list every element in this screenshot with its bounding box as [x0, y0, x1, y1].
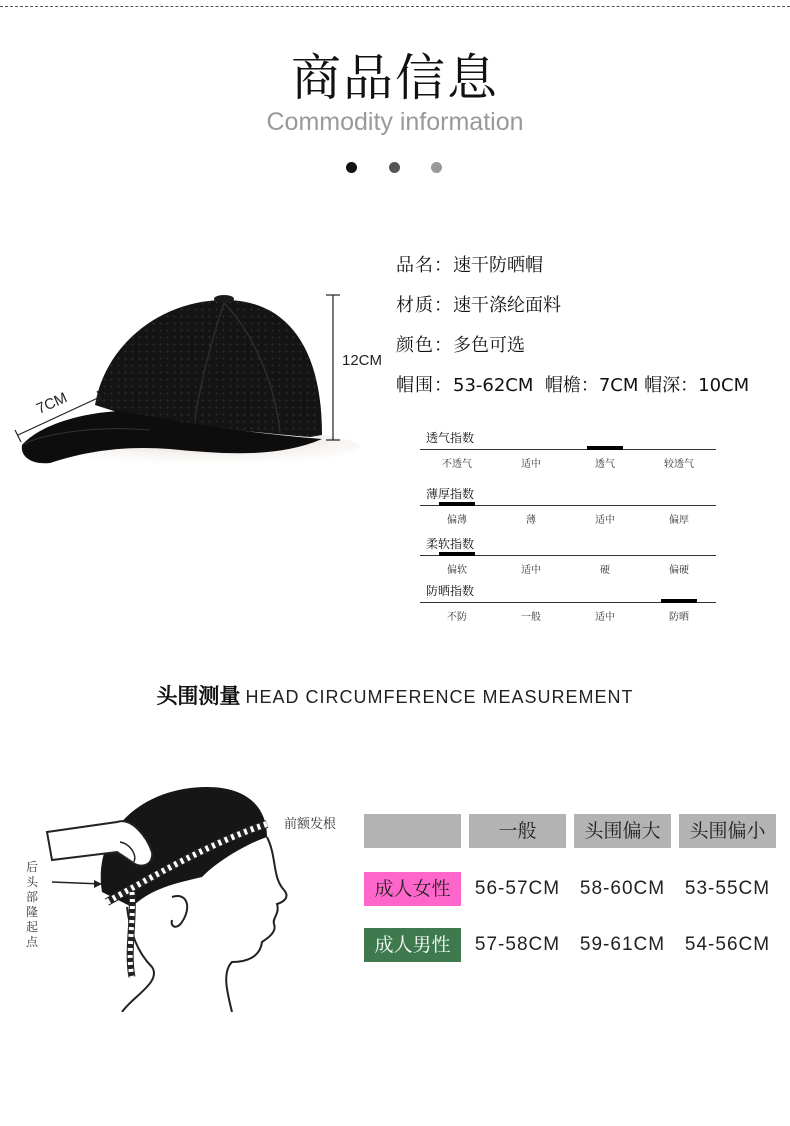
measurement-title-cn: 头围测量: [156, 684, 241, 708]
index-title: 柔软指数: [426, 537, 475, 551]
info-row-size: 帽围：53-62CM 帽檐：7CM 帽深：10CM: [396, 375, 750, 396]
dot-3: [431, 162, 442, 173]
cap-brim-label: 7CM: [33, 389, 70, 418]
table-cell: 53-55CM: [684, 878, 771, 899]
index-option: 薄: [526, 515, 536, 526]
index-option: 较透气: [664, 459, 694, 470]
dot-1: [346, 162, 357, 173]
index-title: 防晒指数: [426, 584, 475, 598]
index-marker: [587, 446, 623, 450]
index-option: 偏软: [447, 565, 467, 576]
baseball-cap-image: [10, 285, 390, 495]
index-thickness: [420, 485, 716, 529]
measurement-title: [0, 680, 790, 710]
decorative-dots: [346, 162, 446, 174]
table-header-normal: 一般: [469, 814, 566, 848]
index-option: 不透气: [442, 459, 472, 470]
info-row-color: 颜色：多色可选: [396, 335, 525, 356]
index-title: 透气指数: [426, 431, 475, 445]
forehead-hairline-label: 前额发根: [284, 817, 337, 832]
index-option: 偏厚: [669, 515, 689, 526]
index-option: 适中: [595, 515, 615, 526]
top-dashed-divider: [0, 6, 790, 7]
index-option: 不防: [447, 612, 467, 623]
index-option: 适中: [521, 459, 541, 470]
table-cell: 56-57CM: [474, 878, 561, 899]
info-row-material: 材质：速干涤纶面料: [396, 295, 561, 316]
cap-height-label: 12CM: [342, 352, 383, 369]
dot-2: [389, 162, 400, 173]
product-info: [396, 252, 786, 412]
index-sun-protection: [420, 582, 716, 626]
table-cell: 58-60CM: [579, 878, 666, 899]
table-header-blank: [364, 814, 461, 848]
cap-illustration: [10, 285, 390, 495]
index-line: [420, 449, 716, 450]
index-title: 薄厚指数: [426, 487, 475, 501]
index-marker: [661, 599, 697, 603]
index-option: 防晒: [669, 612, 689, 623]
table-cell: 59-61CM: [579, 934, 666, 955]
measurement-title-en: HEAD CIRCUMFERENCE MEASUREMENT: [245, 687, 634, 707]
index-option: 偏硬: [669, 565, 689, 576]
index-option: 偏薄: [447, 515, 467, 526]
row-label-male: 成人男性: [364, 928, 461, 962]
table-header-small: 头围偏小: [679, 814, 776, 848]
index-option: 透气: [595, 459, 615, 470]
table-cell: 54-56CM: [684, 934, 771, 955]
table-header-large: 头围偏大: [574, 814, 671, 848]
index-option: 适中: [521, 565, 541, 576]
section-subtitle: Commodity information: [266, 108, 524, 136]
index-breathability: [420, 429, 716, 473]
table-cell: 57-58CM: [474, 934, 561, 955]
index-softness: [420, 535, 716, 579]
index-option: 硬: [600, 565, 610, 576]
row-label-female: 成人女性: [364, 872, 461, 906]
index-option: 一般: [521, 612, 541, 623]
index-marker: [439, 502, 475, 506]
info-row-name: 品名：速干防晒帽: [396, 255, 543, 276]
index-option: 适中: [595, 612, 615, 623]
index-marker: [439, 552, 475, 556]
section-title: 商品信息: [291, 49, 499, 107]
back-of-head-label: 后头部隆起点: [26, 860, 39, 949]
